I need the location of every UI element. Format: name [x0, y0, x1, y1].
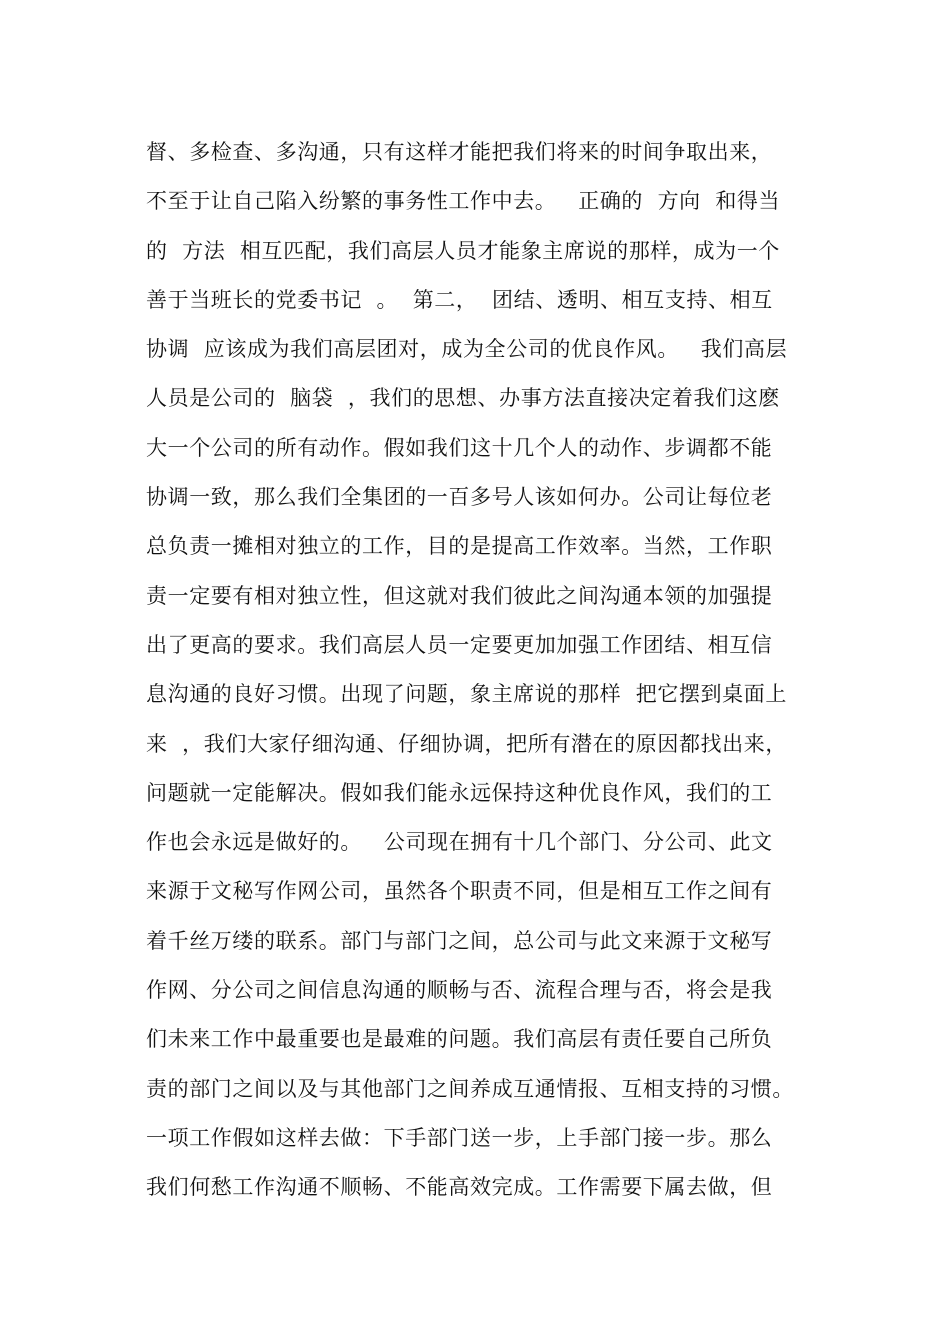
text-line: 们未来工作中最重要也是最难的问题。我们高层有责任要自己所负: [146, 1027, 773, 1052]
text-line: 不至于让自己陷入纷繁的事务性工作中去。 正确的 方向 和得当: [146, 189, 781, 214]
text-line: 问题就一定能解决。假如我们能永远保持这种优良作风，我们的工: [146, 780, 773, 805]
text-line: 息沟通的良好习惯。出现了问题，象主席说的那样 把它摆到桌面上: [146, 682, 787, 707]
text-line: 作也会永远是做好的。 公司现在拥有十几个部门、分公司、此文: [146, 830, 773, 855]
text-line: 着千丝万缕的联系。部门与部门之间，总公司与此文来源于文秘写: [146, 928, 773, 953]
text-line: 出了更高的要求。我们高层人员一定要更加加强工作团结、相互信: [146, 632, 773, 657]
text-line: 一项工作假如这样去做：下手部门送一步，上手部门接一步。那么: [146, 1125, 773, 1150]
body-text: [146, 128, 826, 1213]
text-line: 大一个公司的所有动作。假如我们这十几个人的动作、步调都不能: [146, 435, 773, 460]
text-line: 督、多检查、多沟通，只有这样才能把我们将来的时间争取出来，: [146, 140, 773, 164]
text-line: 作网、分公司之间信息沟通的顺畅与否、流程合理与否，将会是我: [146, 978, 773, 1003]
text-line: 善于当班长的党委书记 。 第二， 团结、透明、相互支持、相互: [146, 287, 773, 312]
text-line: 的 方法 相互匹配，我们高层人员才能象主席说的那样，成为一个: [146, 238, 780, 263]
text-line: 总负责一摊相对独立的工作，目的是提高工作效率。当然，工作职: [146, 534, 773, 559]
text-line: 我们何愁工作沟通不顺畅、不能高效完成。工作需要下属去做，但: [146, 1175, 773, 1200]
text-line: 责一定要有相对独立性，但这就对我们彼此之间沟通本领的加强提: [146, 583, 773, 608]
text-line: 来 ，我们大家仔细沟通、仔细协调，把所有潜在的原因都找出来，: [146, 731, 787, 756]
text-line: 协调一致，那么我们全集团的一百多号人该如何办。公司让每位老: [146, 485, 773, 510]
text-line: 协调 应该成为我们高层团对，成为全公司的优良作风。 我们高层: [146, 337, 788, 362]
text-line: 来源于文秘写作网公司，虽然各个职责不同，但是相互工作之间有: [146, 879, 773, 904]
text-line: 责的部门之间以及与其他部门之间养成互通情报、互相支持的习惯。: [146, 1076, 794, 1101]
text-line: 人员是公司的 脑袋 ，我们的思想、办事方法直接决定着我们这麽: [146, 386, 780, 411]
